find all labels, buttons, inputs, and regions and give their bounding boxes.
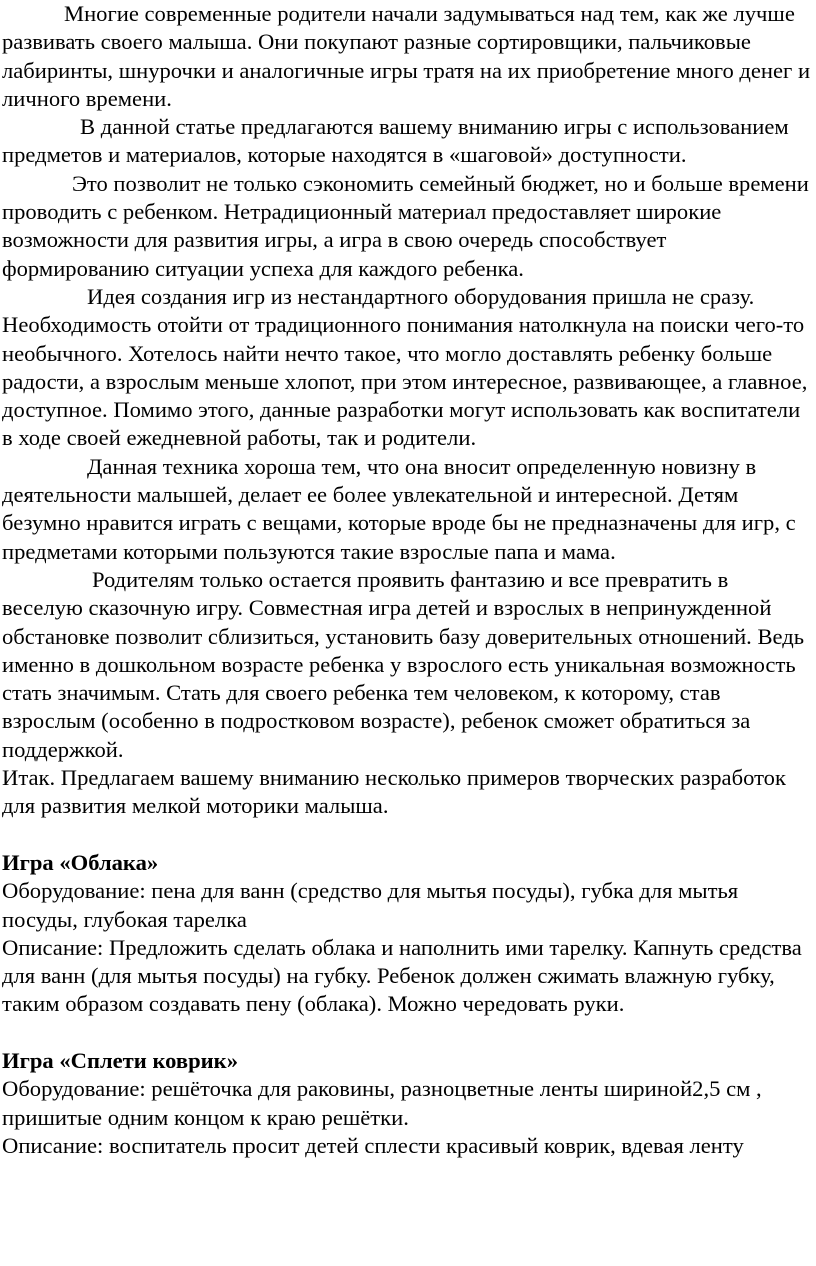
game-equipment-clouds: Оборудование: пена для ванн (средство для мытья посуды), губка для мытья посуды, глубокая тарелка [2,878,739,932]
game-equipment-rug: Оборудование: решёточка для раковины, разноцветные ленты шириной2,5 см , пришитые одним концом к краю решётки. [2,1076,762,1130]
spacer [2,1019,814,1047]
paragraph-intro-5: Данная техника хороша тем, что она вносит определенную новизну в деятельности малышей, делает ее более увлекательной и интересной. Детям безумно нравится играть с вещами, которые вроде бы не предназначены для игр, с предметами которыми пользуются такие взрослые папа и мама. [2,453,796,564]
paragraph-intro-1: Многие современные родители начали задумываться над тем, как же лучше развивать своего малыша. Они покупают разные сортировщики, пальчиковые лабиринты, шнурочки и аналогичные игры тратя на их приобретение много денег и личного времени. [2,1,811,111]
paragraph-intro-7: Итак. Предлагаем вашему вниманию несколько примеров творческих разработок для развития мелкой моторики малыша. [2,765,786,819]
paragraph-intro-2: В данной статье предлагаются вашему вниманию игры с использованием предметов и материалов, которые находятся в «шаговой» доступности. [2,114,789,168]
game-description-clouds: Описание: Предложить сделать облака и наполнить ими тарелку. Капнуть средства для ванн (для мытья посуды) на губку. Ребенок должен сжимать влажную губку, таким образом создавать пену (облака). Можно чередовать руки. [2,934,802,1017]
game-title-rug: Игра «Сплети коврик» [2,1047,238,1073]
paragraph-intro-4: Идея создания игр из нестандартного оборудования пришла не сразу. Необходимость отойти от традиционного понимания натолкнула на поиски чего-то необычного. Хотелось найти нечто такое, что могло доставлять ребенку больше радости, а взрослым меньше хлопот, при этом интересное, развивающее, а главное, доступное. Помимо этого, данные разработки могут использовать как воспитатели в ходе своей ежедневной работы, так и родители. [2,283,808,451]
game-title-clouds: Игра «Облака» [2,849,159,875]
game-description-rug: Описание: воспитатель просит детей сплести красивый коврик, вдевая ленту [2,1132,744,1158]
paragraph-intro-6: Родителям только остается проявить фантазию и все превратить в веселую сказочную игру. Совместная игра детей и взрослых в непринужденной обстановке позволит сблизиться, установить базу доверительных отношений. Ведь именно в дошкольном возрасте ребенка у взрослого есть уникальная возможность стать значимым. Стать для своего ребенка тем человеком, к которому, став взрослым (особенно в подростковом возрасте), ребенок сможет обратиться за поддержкой. [2,566,805,762]
spacer [2,821,814,849]
paragraph-intro-3: Это позволит не только сэкономить семейный бюджет, но и больше времени проводить с ребенком. Нетрадиционный материал предоставляет широкие возможности для развития игры, а игра в свою очередь способствует формированию ситуации успеха для каждого ребенка. [2,170,809,281]
